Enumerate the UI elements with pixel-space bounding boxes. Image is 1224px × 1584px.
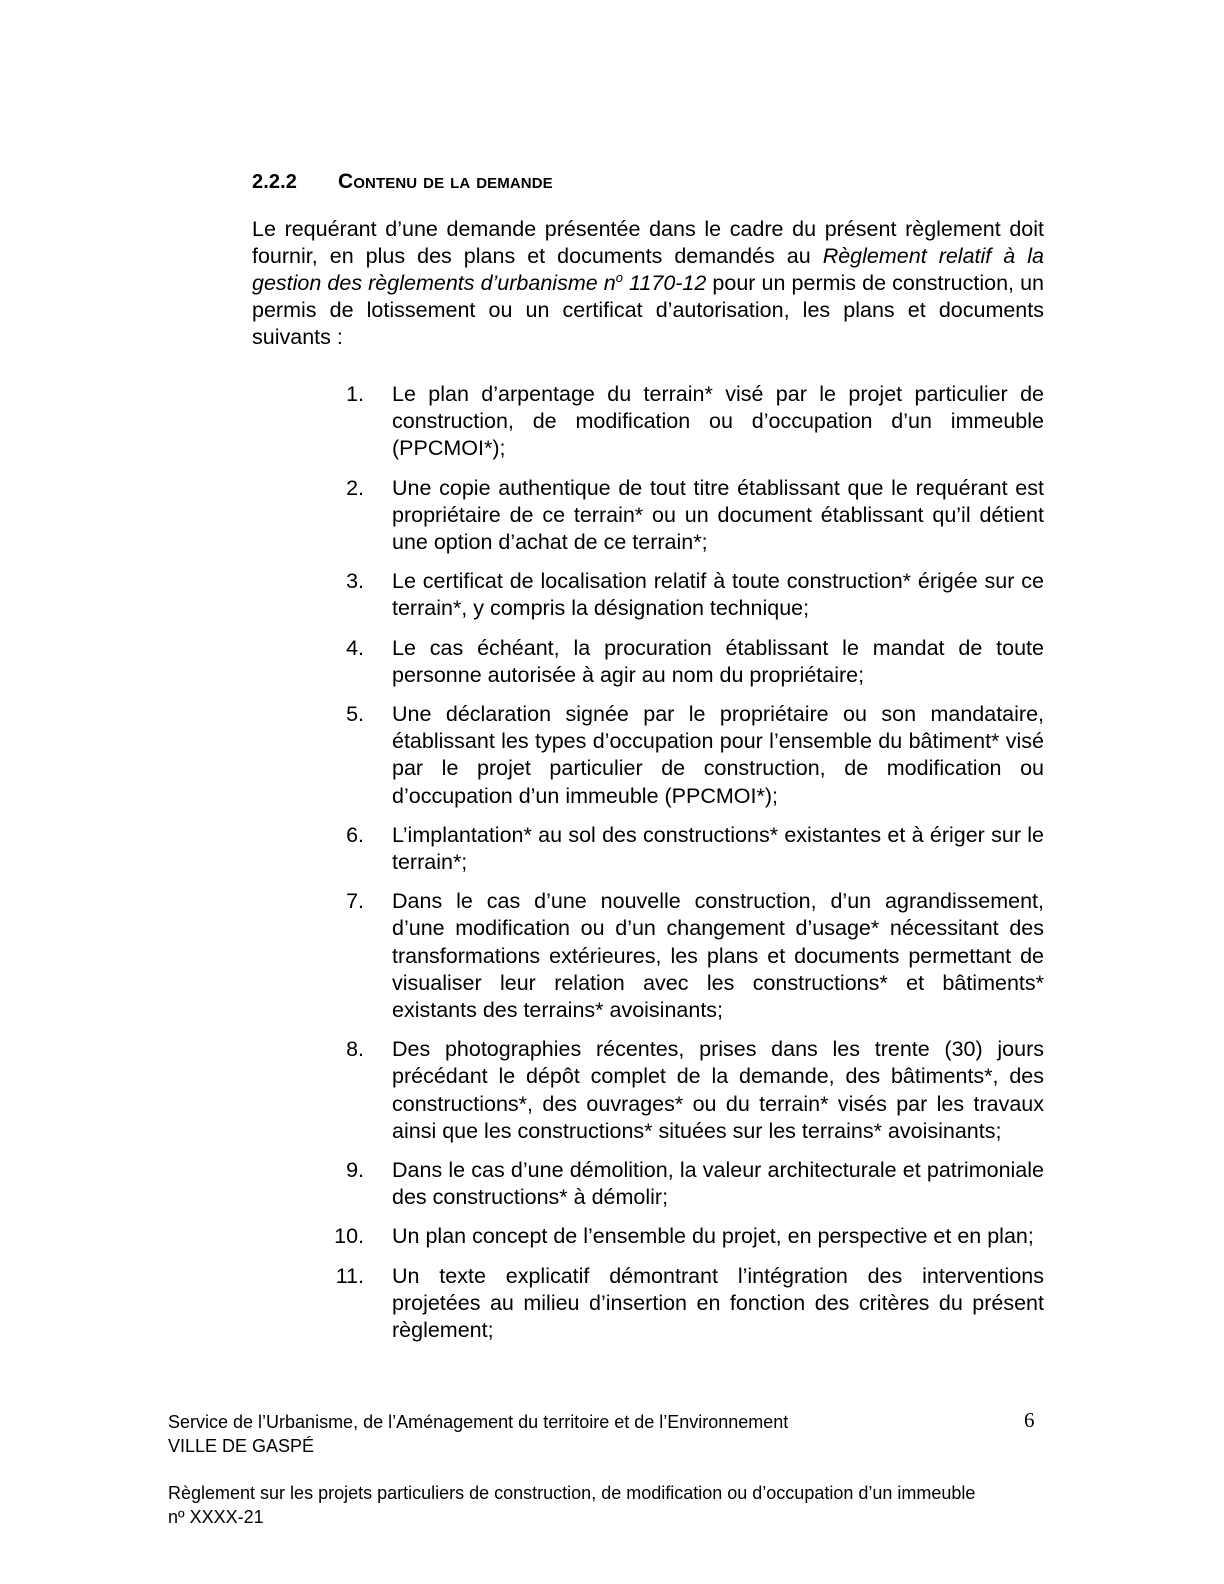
list-item-number: 2. <box>346 475 364 500</box>
list-item-text: L’implantation* au sol des constructions* existantes et à ériger sur le terrain*; <box>392 822 1044 875</box>
list-item-text: Le cas échéant, la procuration établissant le mandat de toute personne autorisée à agir au nom du propriétaire; <box>392 635 1044 687</box>
list-item-text: Une déclaration signée par le propriétaire ou son mandataire, établissant les types d’occupation pour l’ensemble du bâtiment* visé par le projet particulier de construction, de modification ou d’occupation d’un immeuble (PPCMOI*); <box>392 702 1044 808</box>
intro-text-before: Le requérant d’une demande présentée dans le cadre du présent règlement doit fournir, en plus des plans et documents demandés au <box>252 217 1044 268</box>
list-item-number: 1. <box>346 382 364 406</box>
page-number: 6 <box>1024 1408 1035 1432</box>
list-item-text: Des photographies récentes, prises dans les trente (30) jours précédant le dépôt complet de la demande, des bâtiments*, des constructions*, des ouvrages* ou du terrain* visés par les travaux ainsi que les constructions* situées sur les terrains* avoisinants; <box>392 1037 1044 1143</box>
document-requirements-list <box>330 381 1044 1356</box>
list-item-text: Dans le cas d’une nouvelle construction, d’un agrandissement, d’une modification ou d’un changement d’usage* nécessitant des transformations extérieures, les plans et documents permettant de visualiser leur relation avec les constructions* et bâtiments* existants des terrains* avoisinants; <box>392 889 1044 1023</box>
list-item-text: Un plan concept de l’ensemble du projet, en perspective et en plan; <box>392 1224 1034 1249</box>
list-item-number: 4. <box>346 635 364 660</box>
regulation-reference-number: 1170-12 <box>622 271 707 295</box>
list-item <box>330 822 1044 876</box>
section-title: Contenu de la demande <box>338 170 553 193</box>
footer-city: VILLE DE GASPÉ <box>168 1436 315 1456</box>
list-item-text: Une copie authentique de tout titre établissant que le requérant est propriétaire de ce terrain* ou un document établissant qu’il détient une option d’achat de ce terrain*; <box>392 475 1044 555</box>
intro-text-after: pour un permis de construction, un permis de lotissement ou un certificat d’autorisation, les plans et documents suivants : <box>252 271 1044 349</box>
list-item-number: 3. <box>346 569 364 594</box>
list-item-number: 9. <box>346 1158 364 1183</box>
list-item-text: Dans le cas d’une démolition, la valeur architecturale et patrimoniale des constructions* à démolir; <box>392 1158 1044 1210</box>
list-item <box>330 888 1044 1024</box>
list-item <box>330 1223 1044 1250</box>
list-item-number: 6. <box>346 822 364 847</box>
list-item-text: Un texte explicatif démontrant l’intégration des interventions projetées au milieu d’insertion en fonction des critères du présent règlement; <box>392 1263 1044 1343</box>
list-item-number: 10. <box>334 1224 364 1249</box>
section-heading <box>252 170 553 194</box>
list-item-number: 11. <box>335 1263 364 1288</box>
footer-department: Service de l’Urbanisme, de l’Aménagement du territoire et de l’Environnement <box>168 1412 789 1432</box>
list-item-text: Le certificat de localisation relatif à toute construction* érigée sur ce terrain*, y compris la désignation technique; <box>392 569 1044 621</box>
list-item <box>330 701 1044 810</box>
list-item <box>330 568 1044 622</box>
list-item-number: 5. <box>346 702 364 727</box>
list-item-number: 8. <box>346 1037 364 1062</box>
regulation-reference-title: Règlement relatif à la gestion des règlements d’urbanisme n <box>252 244 1044 295</box>
list-item <box>330 381 1044 463</box>
list-item <box>330 635 1044 689</box>
intro-paragraph <box>252 216 1044 351</box>
list-item-text: Le plan d’arpentage du terrain* visé par le projet particulier de construction, de modification ou d’occupation d’un immeuble (PPCMOI*); <box>392 382 1044 461</box>
regulation-reference-sup: o <box>615 269 623 285</box>
section-number: 2.2.2 <box>252 171 297 193</box>
list-item <box>330 1036 1044 1145</box>
list-item <box>330 1157 1044 1211</box>
list-item-number: 7. <box>346 889 364 914</box>
footer-regulation-title: Règlement sur les projets particuliers de construction, de modification ou d’occupation d’un immeuble nº XXXX-21 <box>168 1483 976 1527</box>
list-item <box>330 1263 1044 1345</box>
list-item <box>330 475 1044 557</box>
